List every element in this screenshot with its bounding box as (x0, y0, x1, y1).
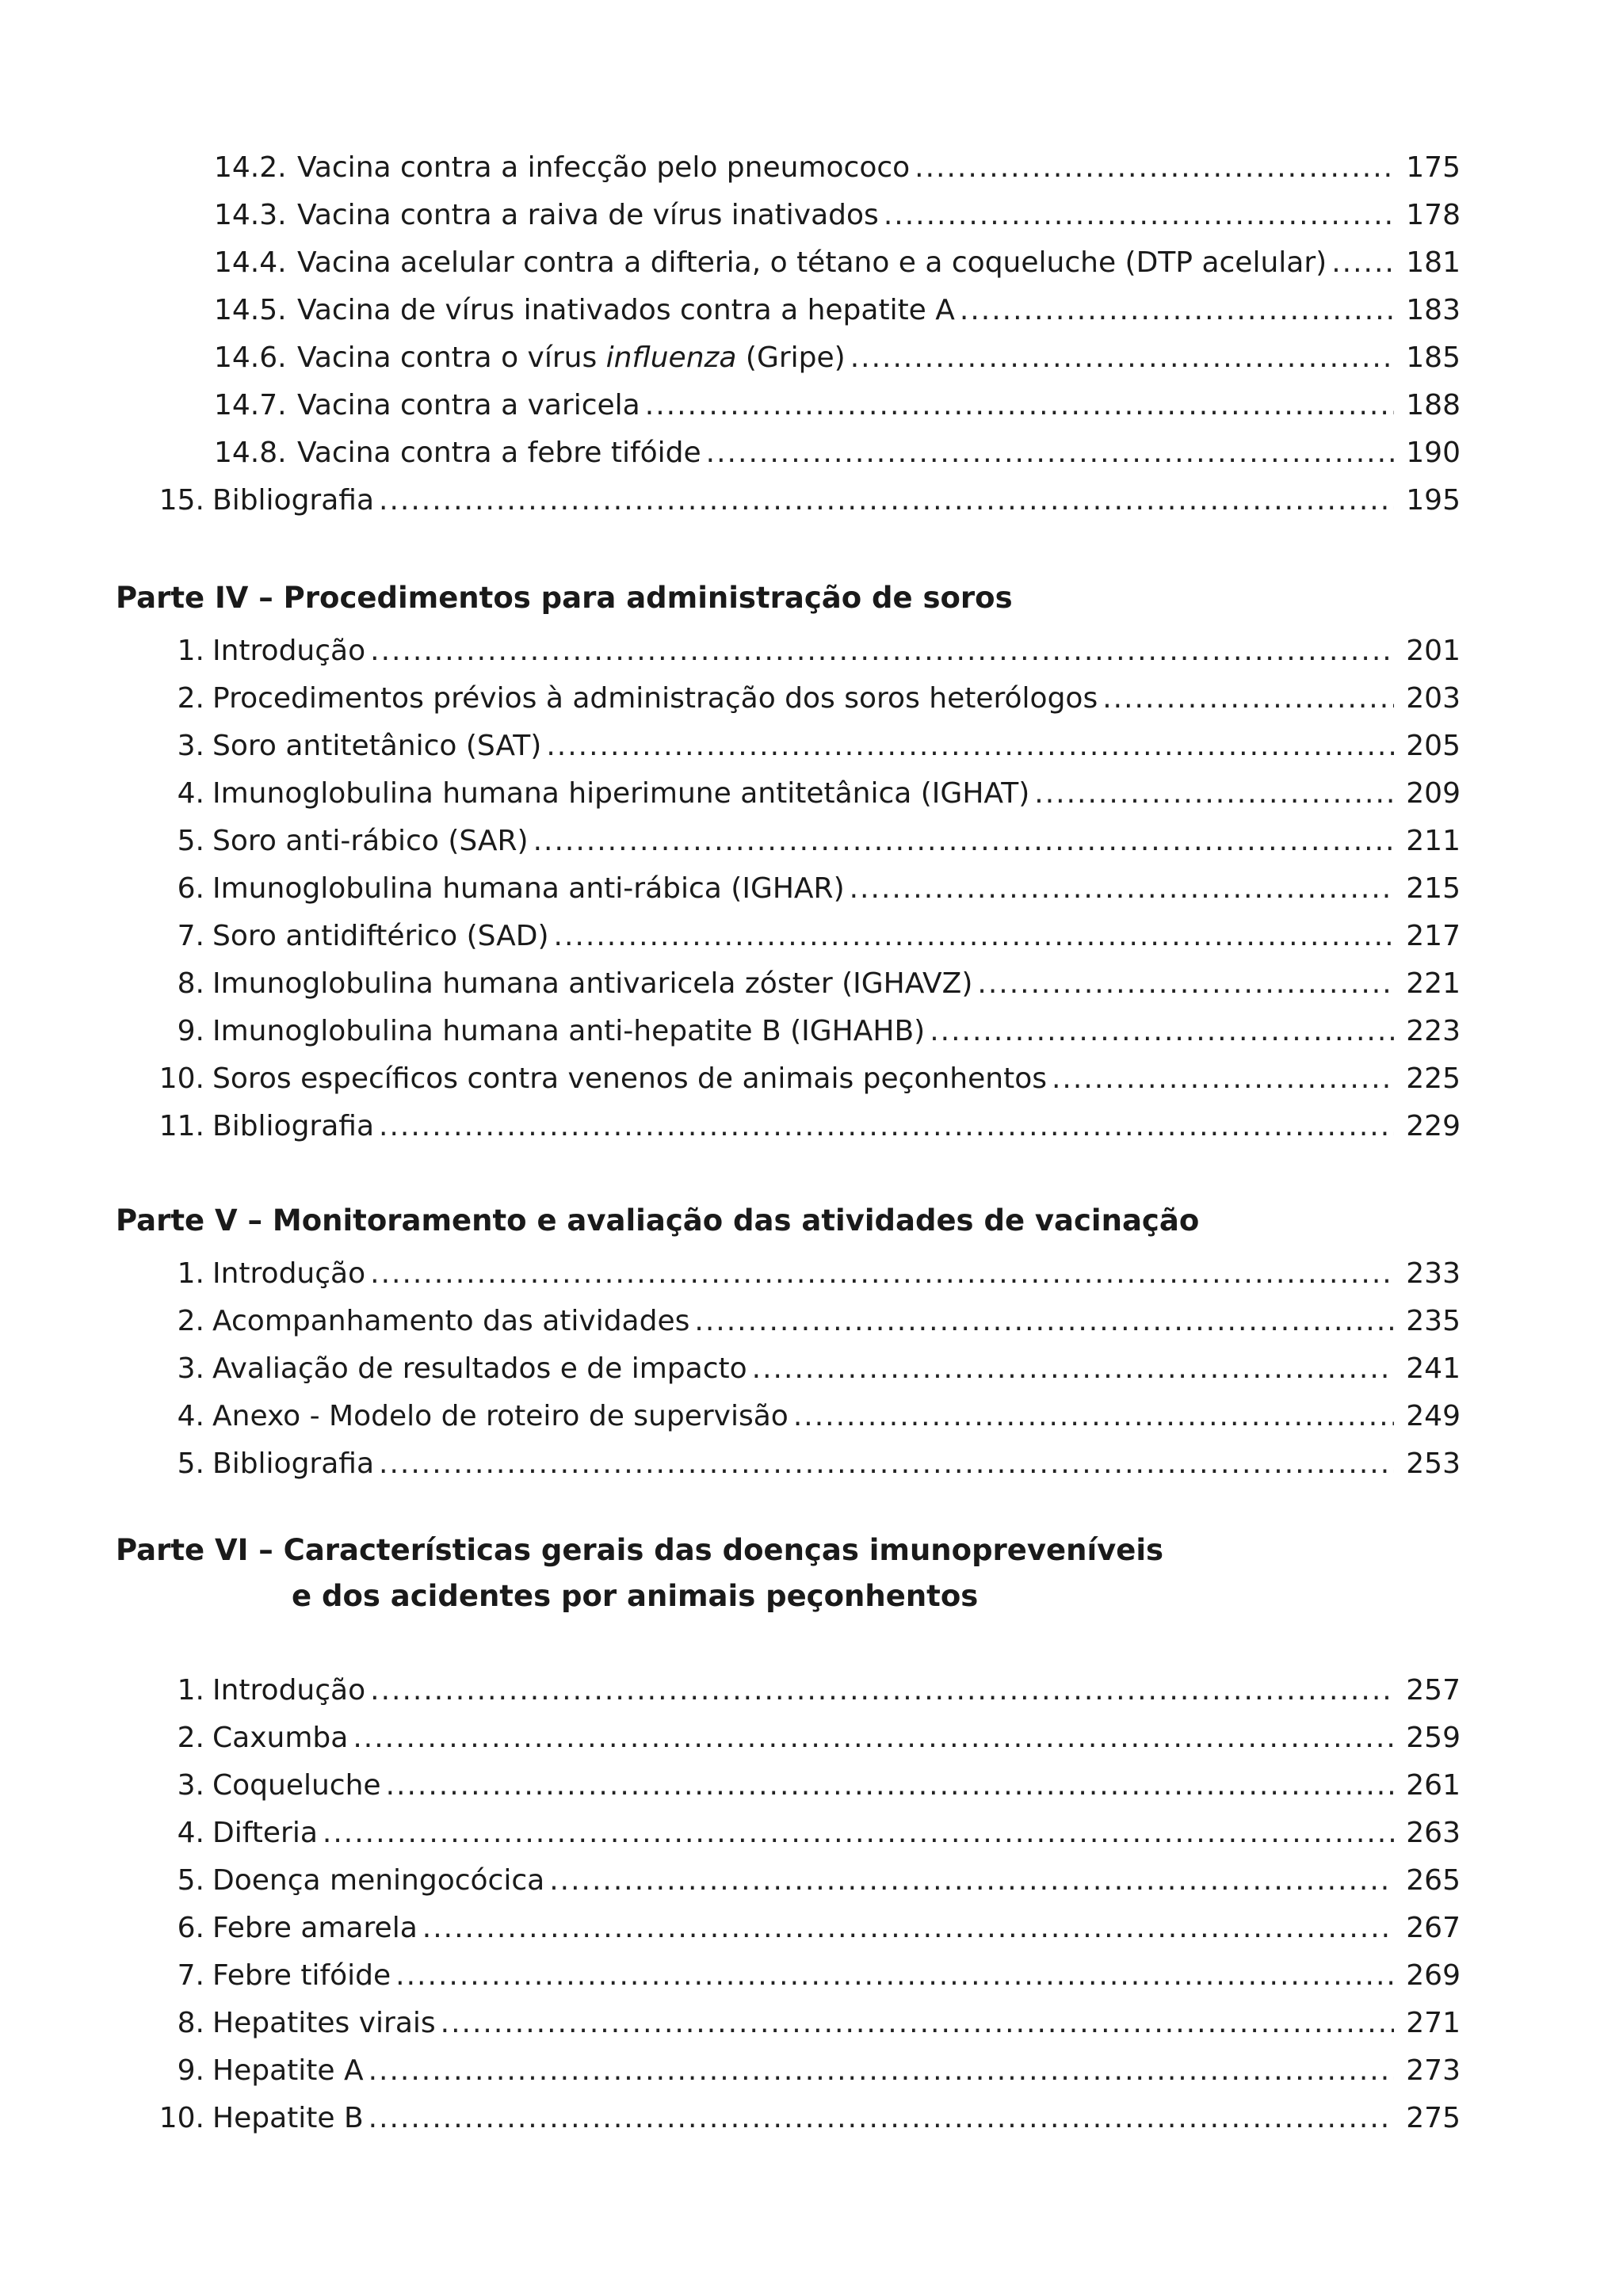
toc-entry (151, 1352, 1461, 1386)
entry-title: Bibliografia (212, 1110, 375, 1142)
entry-page: 233 (1406, 1257, 1461, 1290)
entry-title: Febre tifóide (212, 1959, 391, 1992)
toc-entry (151, 1304, 1461, 1339)
entry-number: 8. (177, 2007, 204, 2039)
dot-leader (369, 2101, 1394, 2136)
entry-title: Hepatite B (212, 2102, 364, 2134)
part-heading: Parte IV – Procedimentos para administração de soros (116, 581, 1013, 615)
entry-number: 11. (158, 1110, 204, 1142)
dot-leader (370, 1257, 1394, 1291)
entry-title: Hepatite A (212, 2054, 364, 2087)
entry-title: Soro antidiftérico (SAD) (212, 920, 549, 952)
entry-page: 201 (1406, 635, 1461, 667)
entry-number: 14.5. (214, 294, 287, 326)
dot-leader (379, 1447, 1394, 1482)
dot-leader (546, 729, 1394, 764)
part-heading-line2: e dos acidentes por animais peçonhentos (292, 1579, 979, 1613)
entry-number: 2. (177, 1305, 204, 1337)
entry-title: Vacina contra a raiva de vírus inativados (297, 199, 879, 231)
toc-entry (151, 1721, 1461, 1756)
entry-page: 235 (1406, 1305, 1461, 1337)
entry-number: 2. (177, 682, 204, 715)
entry-page: 203 (1406, 682, 1461, 715)
dot-leader (369, 2054, 1394, 2088)
entry-page: 229 (1406, 1110, 1461, 1142)
entry-page: 263 (1406, 1817, 1461, 1849)
dot-leader (1102, 681, 1394, 716)
entry-title-italic: influenza (605, 341, 737, 374)
entry-number: 7. (177, 1959, 204, 1992)
entry-page: 267 (1406, 1912, 1461, 1944)
entry-title: Coqueluche (212, 1769, 381, 1802)
entry-page: 175 (1406, 151, 1461, 184)
entry-title: Imunoglobulina humana antivaricela zóster (IGHAVZ) (212, 967, 973, 1000)
toc-entry (151, 919, 1461, 954)
entry-number: 8. (177, 967, 204, 1000)
entry-page: 265 (1406, 1864, 1461, 1897)
entry-page: 241 (1406, 1352, 1461, 1385)
entry-title (297, 341, 846, 376)
dot-leader (752, 1352, 1394, 1386)
toc-entry (151, 1911, 1461, 1946)
entry-number: 14.4. (214, 246, 287, 279)
part-heading: Parte V – Monitoramento e avaliação das atividades de vacinação (116, 1203, 1200, 1238)
entry-page: 269 (1406, 1959, 1461, 1992)
entry-page: 221 (1406, 967, 1461, 1000)
part-heading (116, 1527, 1163, 1619)
toc-entry (151, 1863, 1461, 1898)
entry-page: 249 (1406, 1400, 1461, 1432)
entry-number: 3. (177, 1769, 204, 1802)
entry-number: 5. (177, 1864, 204, 1897)
dot-leader (977, 967, 1394, 1001)
entry-title: Imunoglobulina humana anti-hepatite B (IGHAHB) (212, 1015, 926, 1047)
entry-number: 2. (177, 1722, 204, 1754)
entry-title: Introdução (212, 635, 366, 667)
entry-number: 3. (177, 1352, 204, 1385)
toc-entry (151, 1447, 1461, 1482)
entry-page: 205 (1406, 730, 1461, 762)
entry-number: 14.7. (214, 389, 287, 421)
entry-number: 10. (158, 1062, 204, 1095)
entry-page: 178 (1406, 199, 1461, 231)
entry-number: 5. (177, 1447, 204, 1480)
entry-title: Imunoglobulina humana hiperimune antitetânica (IGHAT) (212, 777, 1030, 810)
entry-title: Anexo - Modelo de roteiro de supervisão (212, 1400, 789, 1432)
dot-leader (793, 1399, 1394, 1434)
toc-entry (151, 1062, 1461, 1097)
entry-title: Caxumba (212, 1722, 349, 1754)
entry-number: 14.6. (214, 341, 287, 374)
entry-number: 14.8. (214, 437, 287, 469)
dot-leader (549, 1863, 1394, 1898)
toc-entry (151, 2101, 1461, 2136)
part-heading-line1: Parte VI – Características gerais das doenças imunopreveníveis (116, 1533, 1164, 1567)
entry-title: Hepatites virais (212, 2007, 436, 2039)
entry-number: 7. (177, 920, 204, 952)
entry-page: 195 (1406, 484, 1461, 517)
entry-title: Acompanhamento das atividades (212, 1305, 690, 1337)
entry-title: Avaliação de resultados e de impacto (212, 1352, 747, 1385)
entry-page: 209 (1406, 777, 1461, 810)
dot-leader (915, 151, 1394, 185)
toc-entry (214, 293, 1461, 328)
entry-page: 271 (1406, 2007, 1461, 2039)
entry-page: 273 (1406, 2054, 1461, 2087)
entry-title: Febre amarela (212, 1912, 418, 1944)
toc-entry (151, 1816, 1461, 1851)
entry-number: 6. (177, 1912, 204, 1944)
entry-page: 259 (1406, 1722, 1461, 1754)
entry-number: 3. (177, 730, 204, 762)
entry-number: 15. (158, 484, 204, 517)
toc-entry (151, 871, 1461, 906)
entry-number: 4. (177, 1400, 204, 1432)
entry-number: 4. (177, 1817, 204, 1849)
dot-leader (323, 1816, 1394, 1851)
dot-leader (370, 1673, 1394, 1708)
dot-leader (379, 483, 1394, 518)
entry-title: Soro anti-rábico (SAR) (212, 825, 529, 857)
entry-page: 275 (1406, 2102, 1461, 2134)
toc-entry (151, 824, 1461, 859)
toc-entry (214, 198, 1461, 233)
dot-leader (386, 1768, 1394, 1803)
toc-entry (151, 729, 1461, 764)
dot-leader (370, 634, 1394, 669)
dot-leader (422, 1911, 1394, 1946)
dot-leader (645, 388, 1394, 423)
toc-entry (151, 1109, 1461, 1144)
dot-leader (1331, 246, 1394, 280)
entry-page: 185 (1406, 341, 1461, 374)
toc-entry (151, 1673, 1461, 1708)
dot-leader (850, 871, 1394, 906)
dot-leader (353, 1721, 1394, 1756)
toc-entry (151, 2006, 1461, 2041)
entry-number: 1. (177, 1257, 204, 1290)
dot-leader (930, 1014, 1394, 1049)
toc-entry (151, 1958, 1461, 1993)
toc-entry (151, 1014, 1461, 1049)
entry-title: Doença meningocócica (212, 1864, 545, 1897)
toc-entry (151, 1768, 1461, 1803)
entry-number: 14.2. (214, 151, 287, 184)
entry-page: 215 (1406, 872, 1461, 905)
dot-leader (884, 198, 1394, 233)
entry-title-suffix: (Gripe) (736, 341, 846, 374)
toc-entry (214, 388, 1461, 423)
entry-number: 6. (177, 872, 204, 905)
entry-number: 14.3. (214, 199, 287, 231)
entry-title: Difteria (212, 1817, 318, 1849)
entry-title-prefix: Vacina contra o vírus (297, 341, 606, 374)
entry-page: 183 (1406, 294, 1461, 326)
toc-entry (214, 341, 1461, 376)
dot-leader (554, 919, 1394, 954)
entry-title: Imunoglobulina humana anti-rábica (IGHAR) (212, 872, 845, 905)
dot-leader (960, 293, 1394, 328)
toc-entry (151, 1257, 1461, 1291)
entry-page: 217 (1406, 920, 1461, 952)
entry-title: Soro antitetânico (SAT) (212, 730, 542, 762)
entry-title: Vacina contra a infecção pelo pneumococo (297, 151, 911, 184)
entry-page: 190 (1406, 437, 1461, 469)
dot-leader (533, 824, 1394, 859)
dot-leader (706, 436, 1394, 471)
entry-title: Vacina contra a febre tifóide (297, 437, 701, 469)
entry-page: 261 (1406, 1769, 1461, 1802)
entry-page: 223 (1406, 1015, 1461, 1047)
toc-entry (151, 681, 1461, 716)
entry-number: 10. (158, 2102, 204, 2134)
entry-page: 253 (1406, 1447, 1461, 1480)
entry-page: 188 (1406, 389, 1461, 421)
entry-title: Introdução (212, 1257, 366, 1290)
entry-title: Soros específicos contra venenos de animais peçonhentos (212, 1062, 1047, 1095)
dot-leader (379, 1109, 1394, 1144)
toc-entry (151, 483, 1461, 518)
toc-entry (151, 967, 1461, 1001)
toc-entry (151, 2054, 1461, 2088)
entry-title: Vacina acelular contra a difteria, o tétano e a coqueluche (DTP acelular) (297, 246, 1327, 279)
entry-title: Introdução (212, 1674, 366, 1707)
entry-number: 9. (177, 2054, 204, 2087)
entry-page: 181 (1406, 246, 1461, 279)
entry-title: Bibliografia (212, 1447, 375, 1480)
entry-page: 225 (1406, 1062, 1461, 1095)
entry-title: Procedimentos prévios à administração dos soros heterólogos (212, 682, 1098, 715)
dot-leader (441, 2006, 1394, 2041)
entry-page: 257 (1406, 1674, 1461, 1707)
entry-page: 211 (1406, 825, 1461, 857)
entry-title: Vacina de vírus inativados contra a hepatite A (297, 294, 955, 326)
toc-entry (151, 776, 1461, 811)
dot-leader (395, 1958, 1394, 1993)
toc-entry (214, 151, 1461, 185)
entry-number: 4. (177, 777, 204, 810)
toc-entry (214, 436, 1461, 471)
entry-number: 1. (177, 635, 204, 667)
entry-title: Vacina contra a varicela (297, 389, 640, 421)
entry-title: Bibliografia (212, 484, 375, 517)
dot-leader (850, 341, 1394, 376)
toc-entry (151, 1399, 1461, 1434)
toc-entry (214, 246, 1461, 280)
entry-number: 5. (177, 825, 204, 857)
entry-number: 9. (177, 1015, 204, 1047)
dot-leader (1034, 776, 1394, 811)
toc-entry (151, 634, 1461, 669)
dot-leader (1052, 1062, 1394, 1097)
entry-number: 1. (177, 1674, 204, 1707)
dot-leader (694, 1304, 1394, 1339)
